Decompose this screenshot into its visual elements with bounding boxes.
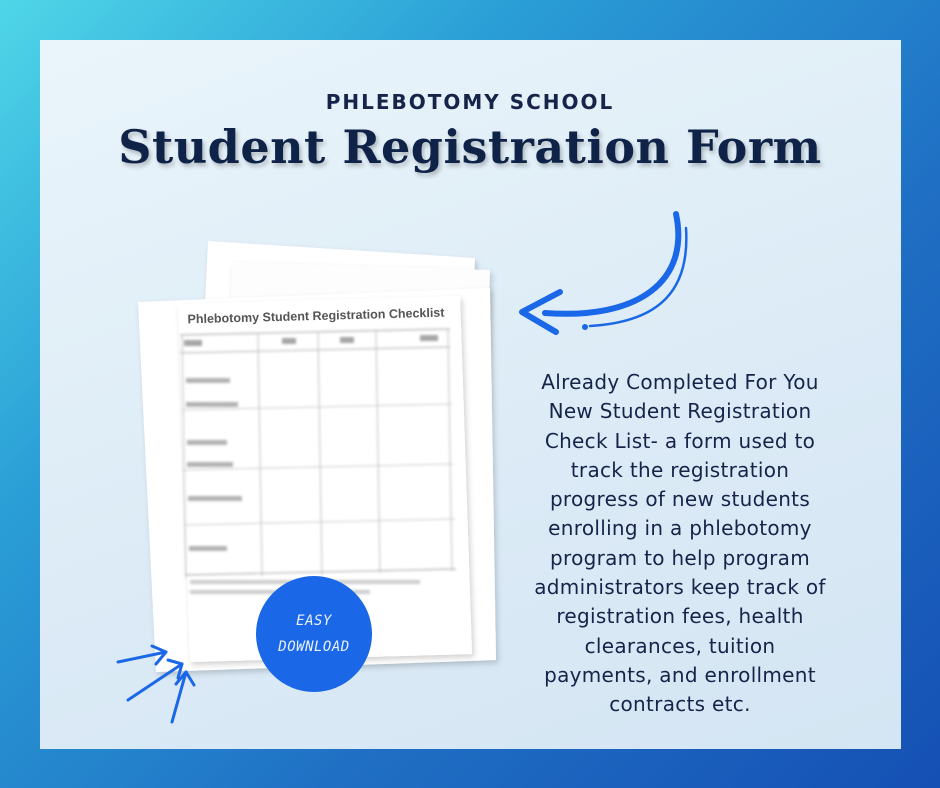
description-line: administrators keep track of (534, 575, 826, 600)
description-line: enrolling in a phlebotomy (548, 516, 812, 541)
page-title: Student Registration Form (118, 120, 822, 174)
easy-download-badge[interactable] (256, 576, 372, 692)
description-line: program to help program (549, 545, 811, 570)
document-preview-title: Phlebotomy Student Registration Checklist (187, 305, 445, 327)
school-kicker: PHLEBOTOMY SCHOOL (325, 90, 615, 114)
description (505, 368, 855, 720)
description-line: clearances, tuition (584, 633, 776, 658)
curved-arrow-icon (522, 214, 686, 332)
description-line: registration fees, health (556, 604, 804, 629)
description-line: contracts etc. (609, 692, 751, 717)
badge-line-2: DOWNLOAD (278, 639, 350, 655)
description-line: progress of new students (549, 487, 811, 512)
badge-line-1: EASY (296, 613, 332, 629)
description-line: track the registration (570, 457, 790, 482)
description-line: New Student Registration (548, 399, 812, 424)
description-line: payments, and enrollment (544, 662, 816, 687)
description-line: Already Completed For You (541, 370, 819, 394)
description-line: Check List- a form used to (544, 428, 816, 453)
